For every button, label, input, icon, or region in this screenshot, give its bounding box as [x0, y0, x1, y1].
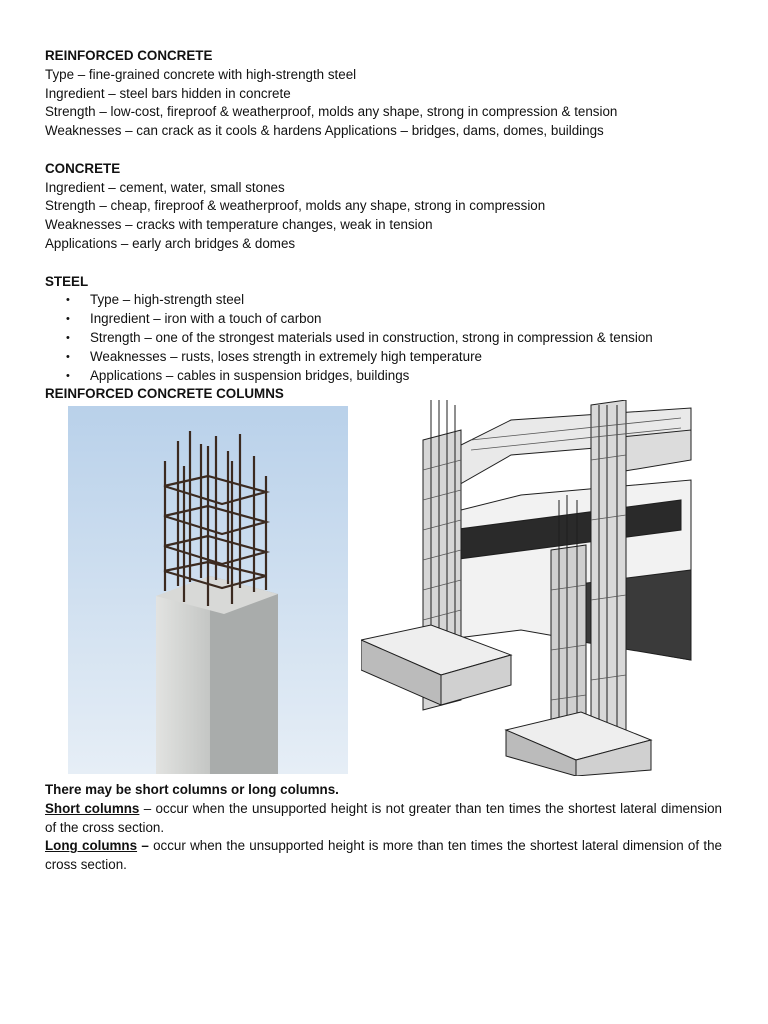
concrete-line-ingredient: Ingredient – cement, water, small stones — [45, 179, 285, 195]
long-columns-dash: – — [137, 838, 149, 854]
long-columns-desc: occur when the unsupported height is more than ten times the shortest lateral dimension of the cross section. — [45, 838, 723, 873]
rc-line-weaknesses: Weaknesses – can crack as it cools & hardens Applications – bridges, dams, domes, buildings — [45, 123, 604, 139]
rc-line-type: Type – fine-grained concrete with high-strength steel — [45, 66, 357, 82]
rc-line-ingredient: Ingredient – steel bars hidden in concrete — [45, 85, 291, 101]
steel-bullet-ingredient: • Ingredient – iron with a touch of carbon — [45, 310, 725, 329]
concrete-line-applications: Applications – early arch bridges & domes — [45, 235, 296, 251]
steel-bullet-strength: • Strength – one of the strongest materials used in construction, strong in compression & tension — [45, 329, 725, 348]
steel-bullet-weaknesses: • Weaknesses – rusts, loses strength in extremely high temperature — [45, 348, 725, 367]
heading-reinforced-concrete-columns: REINFORCED CONCRETE COLUMNS — [45, 386, 284, 402]
steel-bullet-list — [45, 291, 725, 385]
long-columns-term: Long columns — [45, 838, 138, 854]
heading-reinforced-concrete: REINFORCED CONCRETE — [45, 48, 213, 63]
rc-line-strength: Strength – low-cost, fireproof & weatherproof, molds any shape, strong in compression & tension — [45, 104, 618, 120]
columns-description — [45, 781, 722, 875]
short-columns-paragraph — [45, 800, 722, 838]
columns-intro: There may be short columns or long columns. — [45, 782, 339, 797]
steel-bullet-applications: • Applications – cables in suspension bridges, buildings — [45, 367, 725, 386]
heading-concrete: CONCRETE — [45, 160, 121, 176]
section-concrete — [45, 160, 725, 254]
steel-bullet-type: • Type – high-strength steel — [45, 291, 725, 310]
heading-steel: STEEL — [45, 273, 89, 289]
concrete-line-weaknesses: Weaknesses – cracks with temperature changes, weak in tension — [45, 217, 433, 233]
document-page — [45, 47, 725, 873]
section-reinforced-concrete — [45, 47, 725, 141]
concrete-column-photo — [68, 406, 348, 774]
short-columns-desc: – occur when the unsupported height is not greater than ten times the shortest lateral dimension of the cross section. — [45, 800, 722, 835]
long-columns-paragraph — [45, 837, 722, 875]
short-columns-term: Short columns — [45, 800, 140, 816]
section-steel — [45, 273, 725, 386]
rebar-frame-drawing — [361, 400, 693, 776]
column-images — [45, 404, 725, 779]
concrete-line-strength: Strength – cheap, fireproof & weatherproof, molds any shape, strong in compression — [45, 198, 546, 214]
